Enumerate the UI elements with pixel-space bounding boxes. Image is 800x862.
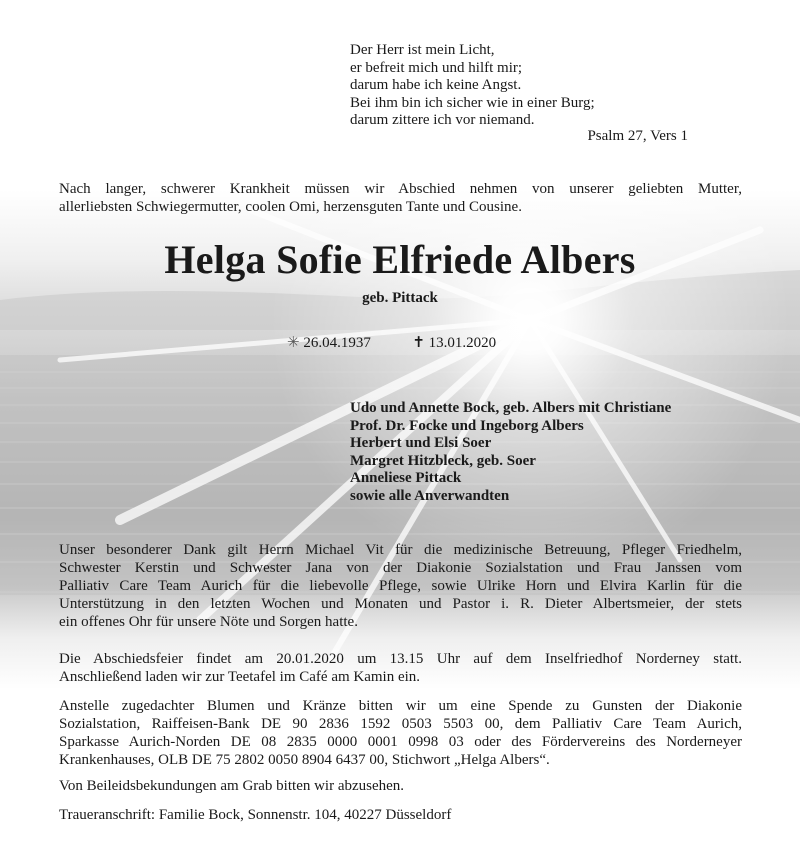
thanks-paragraph xyxy=(59,541,742,631)
psalm-reference: Psalm 27, Vers 1 xyxy=(587,128,688,144)
donation-paragraph xyxy=(59,697,742,769)
psalm-line: darum zittere ich vor niemand. xyxy=(350,112,535,128)
death-date: 13.01.2020 xyxy=(428,335,497,351)
mourner: sowie alle Anverwandten xyxy=(350,487,510,504)
deceased-name: Helga Sofie Elfriede Albers xyxy=(164,237,636,282)
mourner: Herbert und Elsi Soer xyxy=(350,435,492,451)
mourner: Anneliese Pittack xyxy=(350,470,462,486)
birth-date: 26.04.1937 xyxy=(303,335,371,351)
condolence-note xyxy=(59,777,742,795)
mourner: Margret Hitzbleck, geb. Soer xyxy=(350,452,536,469)
birth-star-icon: ✳ xyxy=(287,335,300,351)
mourners-list xyxy=(350,400,671,505)
intro-line: Nach langer, schwerer Krankheit müssen wir Abschied nehmen von unserer geliebten Mutter, xyxy=(59,181,742,197)
intro-paragraph xyxy=(59,180,742,216)
condolence-text: Von Beileidsbekundungen am Grab bitten wir abzusehen. xyxy=(59,778,405,794)
ceremony-line: Die Abschiedsfeier findet am 20.01.2020 um 13.15 Uhr auf dem Inselfriedhof Norderney statt. xyxy=(59,651,742,667)
donation-line: Sparkasse Aurich-Norden DE 08 2835 0000 0001 0998 03 oder des Fördervereins des Norderneyer xyxy=(59,734,742,750)
donation-line: Krankenhauses, OLB DE 75 2802 0050 8904 6437 00, Stichwort „Helga Albers“. xyxy=(59,752,550,768)
life-dates xyxy=(287,333,496,352)
birth-name: geb. Pittack xyxy=(362,290,438,306)
intro-line: allerliebsten Schwiegermutter, coolen Omi, herzensguten Tante und Cousine. xyxy=(59,199,522,215)
mourner: Prof. Dr. Focke und Ingeborg Albers xyxy=(350,417,584,434)
psalm-line: er befreit mich und hilft mir; xyxy=(350,59,523,76)
mourner: Udo und Annette Bock, geb. Albers mit Christiane xyxy=(350,400,672,416)
psalm-line: Der Herr ist mein Licht, xyxy=(350,42,495,58)
donation-line: Sozialstation, Raiffeisen-Bank DE 90 2836 1592 0503 5503 00, dem Palliativ Care Team Aurich, xyxy=(59,716,742,732)
mourning-address xyxy=(59,806,742,824)
psalm-line: Bei ihm bin ich sicher wie in einer Burg; xyxy=(350,94,595,111)
thanks-line: ein offenes Ohr für unsere Nöte und Sorgen hatte. xyxy=(59,614,358,630)
death-cross-icon: ✝ xyxy=(412,335,425,351)
ceremony-paragraph xyxy=(59,650,742,686)
thanks-line: Schwester Kerstin und Schwester Jana von der Diakonie Sozialstation und Frau Janssen vom xyxy=(59,560,742,576)
thanks-line: Unser besonderer Dank gilt Herrn Michael Vit für die medizinische Betreuung, Pfleger Friedhelm, xyxy=(59,542,742,558)
donation-line: Anstelle zugedachter Blumen und Kränze bitten wir um eine Spende zu Gunsten der Diakonie xyxy=(59,698,742,714)
thanks-line: Unterstützung in den letzten Wochen und Monaten und Pastor i. R. Dieter Albertsmeier, der stets xyxy=(59,596,742,612)
psalm-verse xyxy=(350,42,595,130)
ceremony-line: Anschließend laden wir zur Teetafel im Café am Kamin ein. xyxy=(59,669,421,685)
address-text: Traueranschrift: Familie Bock, Sonnenstr. 104, 40227 Düsseldorf xyxy=(59,807,452,823)
psalm-line: darum habe ich keine Angst. xyxy=(350,77,522,93)
thanks-line: Palliativ Care Team Aurich für die liebevolle Pflege, sowie Ulrike Horn und Elvira Karlin für die xyxy=(59,578,742,594)
